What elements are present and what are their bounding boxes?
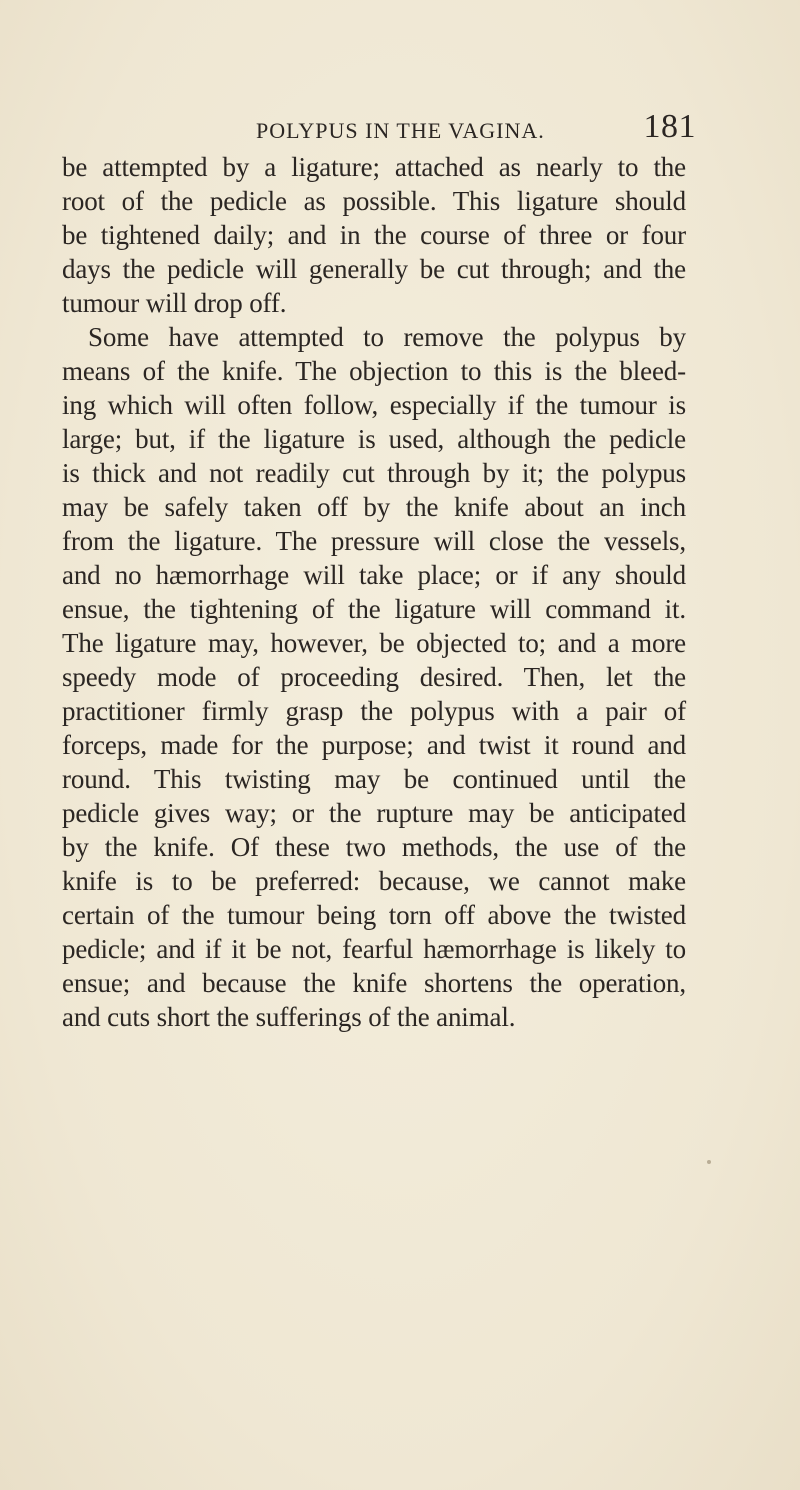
text-line: ing which will often follow, especially if the tumour is [62,390,686,420]
running-title: POLYPUS IN THE VAGINA. [256,118,545,143]
text-line: and cuts short the sufferings of the animal. [62,1002,516,1032]
running-head [256,108,696,148]
text-line: is thick and not readily cut through by it; the polypus [62,458,686,488]
text-line: The ligature may, however, be objected to; and a more [62,628,686,658]
text-line: forceps, made for the purpose; and twist it round and [62,730,686,760]
text-line: speedy mode of proceeding desired. Then, let the [62,662,686,692]
text-line: means of the knife. The objection to this is the bleed- [62,356,686,386]
page-number: 181 [643,108,696,145]
text-line: be attempted by a ligature; attached as nearly to the [62,152,686,182]
text-line: pedicle gives way; or the rupture may be anticipated [62,798,686,828]
text-line: from the ligature. The pressure will close the vessels, [62,526,686,556]
text-line: and no hæmorrhage will take place; or if any should [62,560,686,590]
text-line: tumour will drop off. [62,288,287,318]
paper-speck [707,1160,711,1164]
text-line: practitioner firmly grasp the polypus with a pair of [62,696,686,726]
text-line: root of the pedicle as possible. This ligature should [62,186,686,216]
text-line: certain of the tumour being torn off above the twisted [62,900,686,930]
body-text [62,150,686,1034]
paragraph-start-line: Some have attempted to remove the polypus by [88,322,686,352]
text-line: pedicle; and if it be not, fearful hæmorrhage is likely to [62,934,686,964]
text-line: days the pedicle will generally be cut through; and the [62,254,686,284]
text-line: by the knife. Of these two methods, the use of the [62,832,686,862]
text-line: ensue, the tightening of the ligature will command it. [62,594,686,624]
text-line: may be safely taken off by the knife about an inch [62,492,686,522]
text-line: ensue; and because the knife shortens the operation, [62,968,686,998]
text-line: large; but, if the ligature is used, although the pedicle [62,424,686,454]
text-line: round. This twisting may be continued until the [62,764,686,794]
text-line: knife is to be preferred: because, we cannot make [62,866,686,896]
text-line: be tightened daily; and in the course of three or four [62,220,686,250]
